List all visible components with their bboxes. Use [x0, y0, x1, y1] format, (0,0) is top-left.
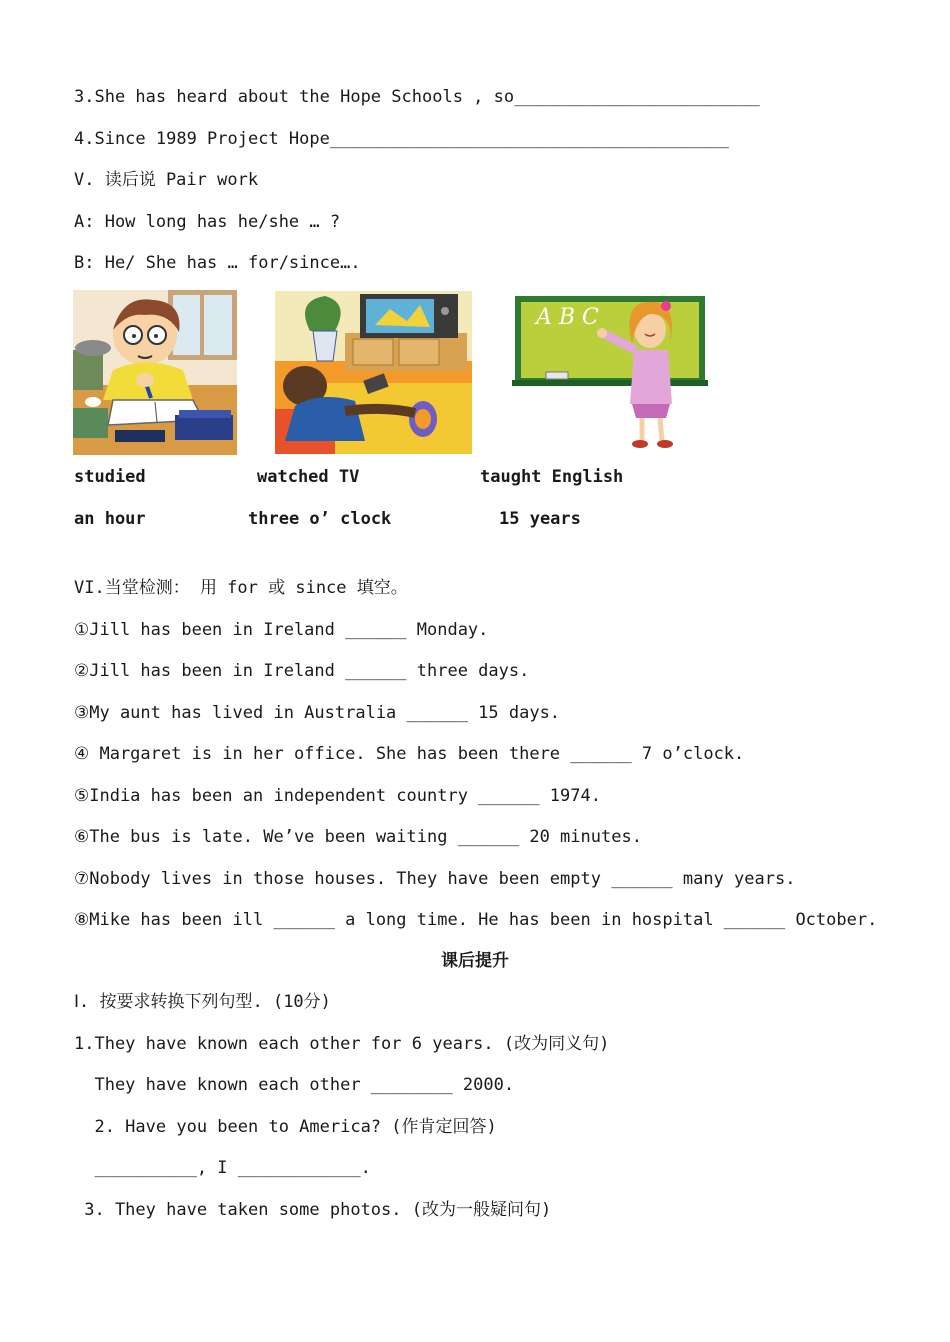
blackboard-text: A B C	[536, 305, 599, 330]
section-vi-title: VI.当堂检测： 用 for 或 since 填空。	[74, 578, 408, 598]
exercise-8: ⑧Mike has been ill ______ a long time. He has been in hospital ______ October.	[74, 910, 878, 930]
caption-verb-1: studied	[74, 467, 146, 487]
exercise-7: ⑦Nobody lives in those houses. They have been empty ______ many years.	[74, 869, 796, 889]
pair-line-b: B: He/ She has … for/since….	[74, 253, 361, 273]
exercise-1: ①Jill has been in Ireland ______ Monday.	[74, 620, 489, 640]
transform-question-1: 1.They have known each other for 6 years. (改为同义句)	[74, 1034, 610, 1054]
transform-answer-1: They have known each other ________ 2000.	[74, 1075, 515, 1095]
transform-question-3: 3. They have taken some photos. (改为一般疑问句)	[74, 1200, 552, 1220]
caption-verb-2: watched TV	[257, 467, 360, 487]
question-3: 3.She has heard about the Hope Schools , so________________________	[74, 87, 760, 107]
boy-studying-picture	[73, 290, 237, 455]
exercise-3: ③My aunt has lived in Australia ______ 15 days.	[74, 703, 561, 723]
exercise-2: ②Jill has been in Ireland ______ three days.	[74, 661, 530, 681]
after-class-title: 课后提升	[441, 951, 509, 971]
section-v-title: V. 读后说 Pair work	[74, 170, 259, 190]
question-4: 4.Since 1989 Project Hope_______________________________________	[74, 129, 730, 149]
teacher-blackboard-picture	[512, 294, 708, 452]
exercise-5: ⑤India has been an independent country ______ 1974.	[74, 786, 601, 806]
pair-line-a: A: How long has he/she … ?	[74, 212, 341, 232]
exercise-4: ④ Margaret is in her office. She has been there ______ 7 o’clock.	[74, 744, 745, 764]
caption-verb-3: taught English	[480, 467, 624, 487]
transform-question-2: 2. Have you been to America? (作肯定回答)	[74, 1117, 497, 1137]
boy-watching-tv-picture	[275, 291, 472, 454]
part-1-title: Ⅰ. 按要求转换下列句型. (10分)	[74, 992, 331, 1012]
caption-duration-2: three o’ clock	[248, 509, 392, 529]
caption-duration-3: 15 years	[499, 509, 581, 529]
caption-duration-1: an hour	[74, 509, 146, 529]
transform-answer-2: __________, I ____________.	[74, 1158, 371, 1178]
exercise-6: ⑥The bus is late. We’ve been waiting ______ 20 minutes.	[74, 827, 642, 847]
